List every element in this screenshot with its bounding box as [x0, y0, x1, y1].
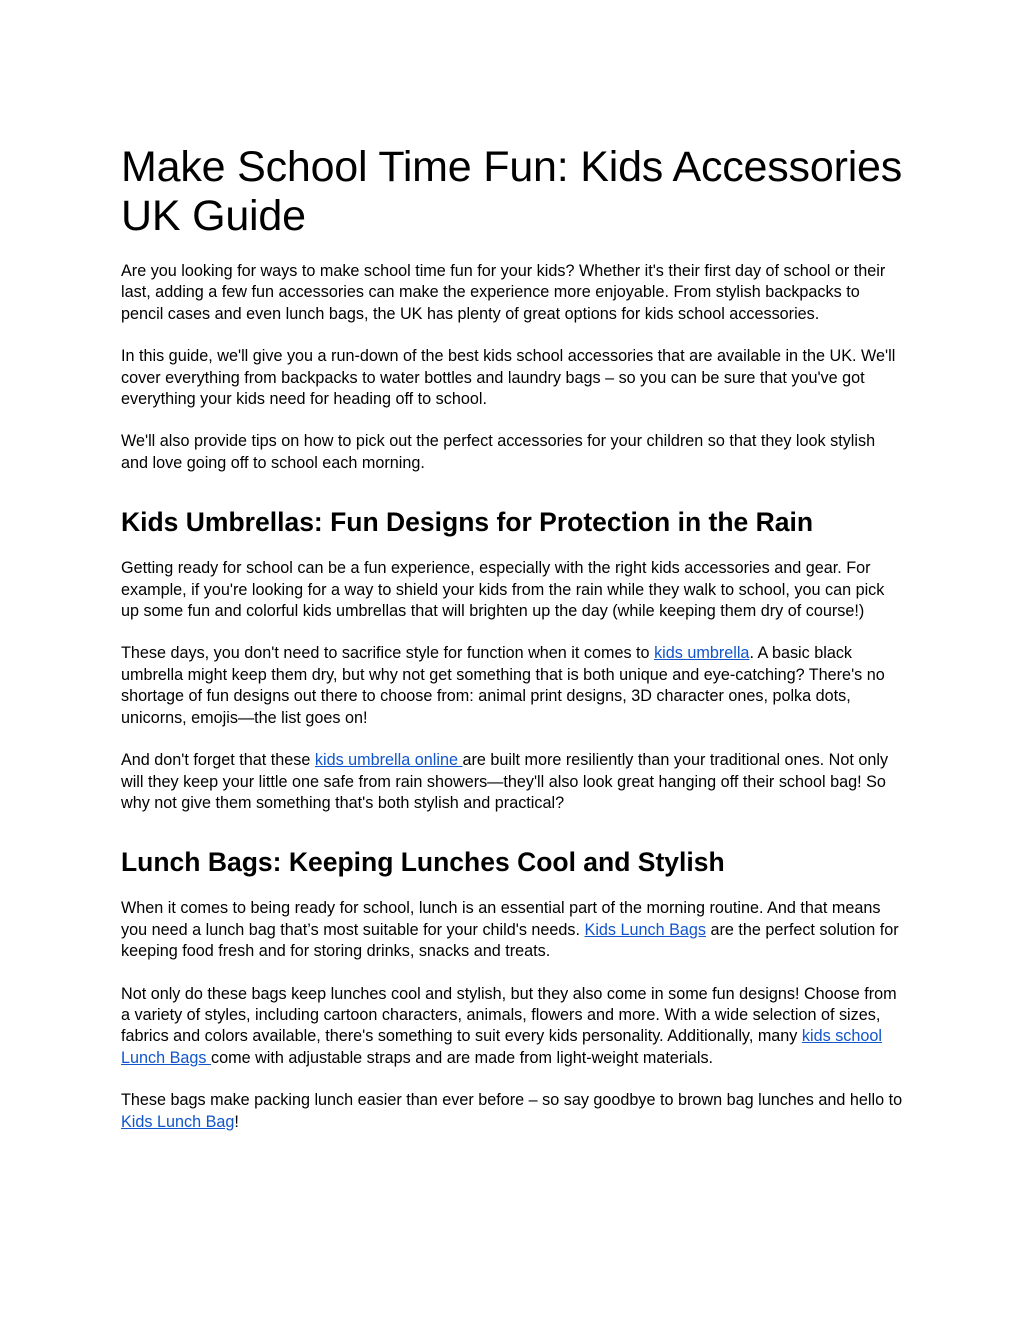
- umbrellas-paragraph-3: [121, 750, 906, 814]
- text-span: And don't forget that these: [121, 751, 315, 770]
- kids-lunch-bags-link[interactable]: Kids Lunch Bags: [584, 920, 707, 939]
- text-span: These days, you don't need to sacrifice style for function when it comes to: [121, 644, 655, 663]
- kids-umbrella-link[interactable]: kids umbrella: [654, 644, 750, 663]
- intro-paragraph-2: In this guide, we'll give you a run-down of the best kids school accessories that are available in the UK. We'll cover everything from backpacks to water bottles and laundry bags – so you can be sure that you've got everything your kids need for heading off to school.: [121, 347, 896, 409]
- kids-school-lunch-bags-link[interactable]: kids school Lunch Bags: [121, 1027, 882, 1067]
- intro-paragraph-3: We'll also provide tips on how to pick out the perfect accessories for your children so that they look stylish and love going off to school each morning.: [121, 432, 876, 472]
- lunch-paragraph-2: [121, 984, 906, 1070]
- text-span: Not only do these bags keep lunches cool and stylish, but they also come in some fun designs! Choose from a variety of styles, including cartoon characters, animals, flowers and more. With a wide selection of sizes, fabrics and colors available, there's something to suit every kids personality. Additionally, many: [121, 984, 897, 1046]
- lunch-paragraph-1: [121, 898, 906, 962]
- umbrellas-paragraph-2: [121, 643, 906, 729]
- text-span: When it comes to being ready for school, lunch is an essential part of the morning routine. And that means you need a lunch bag that’s most suitable for your child's needs.: [121, 899, 881, 939]
- kids-lunch-bag-link[interactable]: Kids Lunch Bag: [121, 1112, 235, 1131]
- kids-umbrella-online-link[interactable]: kids umbrella online: [314, 751, 463, 770]
- text-span: are built more resiliently than your traditional ones. Not only will they keep your little one safe from rain showers—they'll also look great hanging off their school bag! So why not give them something that's both stylish and practical?: [121, 751, 889, 812]
- lunch-paragraph-3: [121, 1090, 906, 1133]
- text-span: are the perfect solution for keeping food fresh and for storing drinks, snacks and treats.: [121, 920, 899, 961]
- text-span: These bags make packing lunch easier than ever before – so say goodbye to brown bag lunches and hello to: [121, 1091, 903, 1110]
- lunch-bags-heading: Lunch Bags: Keeping Lunches Cool and Stylish: [121, 847, 725, 878]
- intro-paragraph-1: Are you looking for ways to make school time fun for your kids? Whether it's their first day of school or their last, adding a few fun accessories can make the experience more enjoyable. From stylish backpacks to pencil cases and even lunch bags, the UK has plenty of great options for kids school accessories.: [121, 262, 886, 323]
- text-span: !: [234, 1112, 239, 1131]
- page-title: Make School Time Fun: Kids Accessories UK Guide: [121, 143, 903, 240]
- text-span: . A basic black umbrella might keep them dry, but why not get something that is both unique and eye-catching? There's no shortage of fun designs out there to choose from: animal print designs, 3D character ones, polka dots, unicorns, emojis—the list goes on!: [121, 644, 885, 727]
- text-span: come with adjustable straps and are made from light-weight materials.: [211, 1048, 714, 1067]
- umbrellas-paragraph-1: Getting ready for school can be a fun experience, especially with the right kids accessories and gear. For example, if you're looking for a way to shield your kids from the rain while they walk to school, you can pick up some fun and colorful kids umbrellas that will brighten up the day (while keeping them dry of course!): [121, 559, 885, 621]
- umbrellas-heading: Kids Umbrellas: Fun Designs for Protection in the Rain: [121, 507, 814, 538]
- document-page: [121, 143, 906, 1154]
